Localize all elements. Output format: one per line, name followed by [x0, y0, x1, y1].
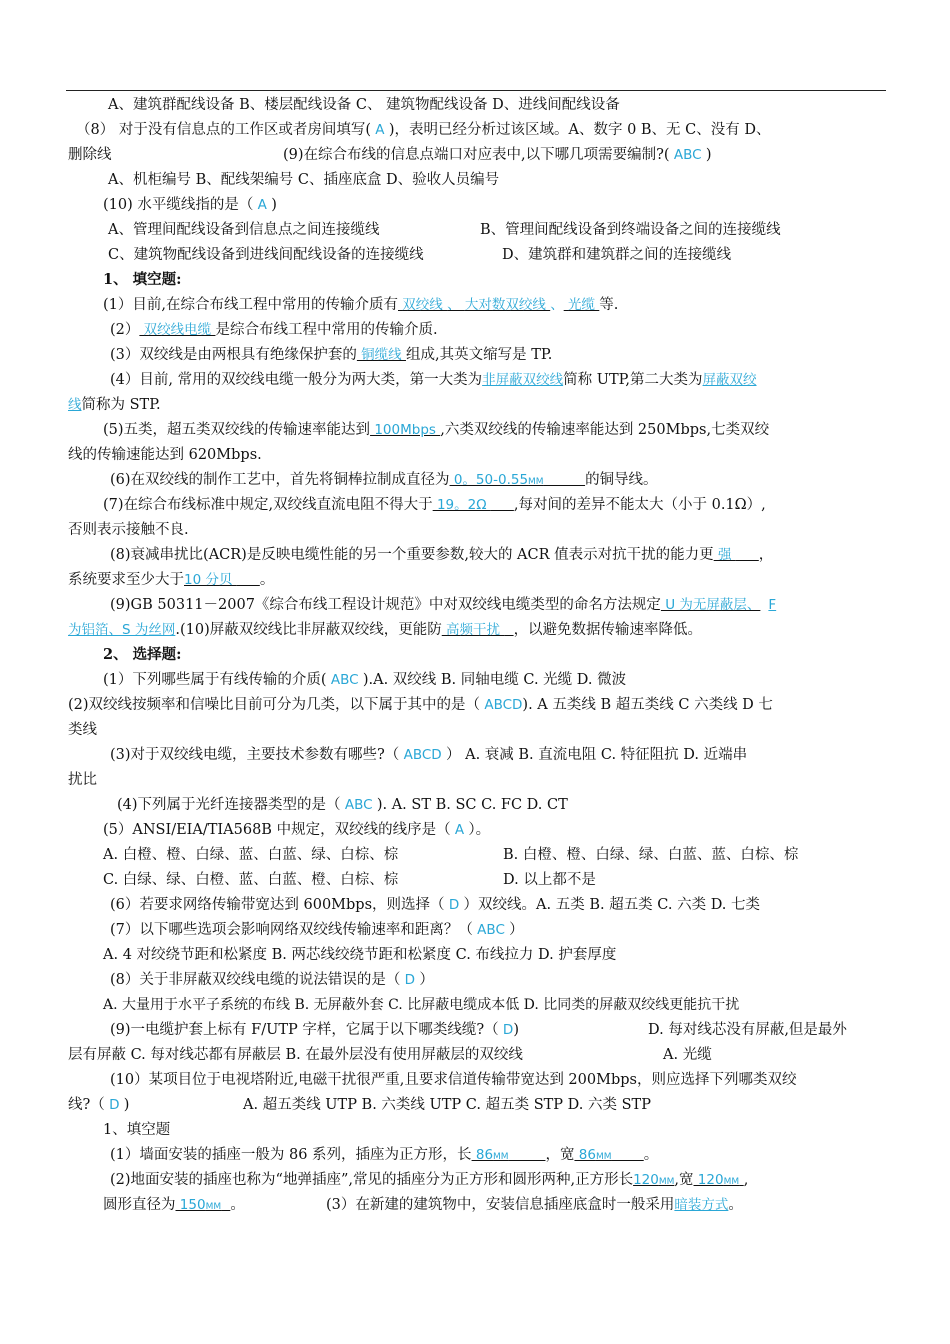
fill-6: (6)在双绞线的制作工艺中，首先将铜棒拉制成直径为 0。50-0.55MM 的铜导线。: [110, 472, 658, 488]
choice-2-cont: 类线: [68, 722, 97, 738]
choice-10-cont: 线?（ D ): [68, 1097, 130, 1113]
choice-10-options: A. 超五类线 UTP B. 六类线 UTP C. 超五类 STP D. 六类 STP: [243, 1097, 651, 1113]
choice-5-option-d: D. 以上都不是: [503, 872, 596, 888]
q8-answer: A: [371, 122, 389, 138]
header-rule: [66, 90, 886, 91]
fill-4: (4）目前, 常用的双绞线电缆一般分为两大类，第一大类为非屏蔽双绞线简称 UTP,第二大类为屏蔽双绞: [110, 372, 757, 388]
fill2-2: (2)地面安装的插座也称为“地弹插座”,常见的插座分为正方形和圆形两种,正方形长120MM,宽 120MM ,: [110, 1172, 749, 1188]
choice-8: (8）关于非屏蔽双绞线电缆的说法错误的是（ D ）: [110, 972, 434, 988]
fill2-1: (1）墙面安装的插座一般为 86 系列，插座为正方形，长 86MM ，宽 86MM 。: [110, 1147, 659, 1163]
choice-9: (9)一电缆护套上标有 F/UTP 字样，它属于以下哪类线缆?（ D): [110, 1022, 519, 1038]
fill-7: (7)在综合布线标准中规定,双绞线直流电阻不得大于 19。2Ω ,每对间的差异不能太大（小于 0.1Ω）,: [103, 497, 766, 513]
choice-7: (7）以下哪些选项会影响网络双绞线传输速率和距离？（ ABC ）: [110, 922, 524, 938]
q10-answer: A: [253, 197, 272, 213]
fill-9-cont: 为铝箔、S 为丝网.(10)屏蔽双绞线比非屏蔽双绞线，更能防 高频干扰 ，以避免数据传输速率降低。: [68, 622, 703, 638]
q8-q9-line: 删除线: [68, 147, 112, 163]
fill-8: (8)衰减串扰比(ACR)是反映电缆性能的另一个重要参数,较大的 ACR 值表示对抗干扰的能力更 强 ，: [110, 547, 774, 563]
choice-9-option-d: D. 每对线芯没有屏蔽,但是最外: [648, 1022, 847, 1038]
fill-4-cont: 线简称为 STP.: [68, 397, 161, 413]
choice-5-option-b: B. 白橙、橙、白绿、绿、白蓝、蓝、白棕、棕: [503, 847, 799, 863]
choice-9-cont: 层有屏蔽 C. 每对线芯都有屏蔽层 B. 在最外层没有使用屏蔽层的双绞线: [68, 1047, 523, 1063]
choice-3: (3)对于双绞线电缆，主要技术参数有哪些?（ ABCD ） A. 衰减 B. 直流电阻 C. 特征阻抗 D. 近端串: [110, 747, 748, 763]
choice-7-options: A. 4 对绞绕节距和松紧度 B. 两芯线绞绕节距和松紧度 C. 布线拉力 D. 护套厚度: [103, 947, 617, 963]
choice-5: (5）ANSI/EIA/TIA568B 中规定，双绞线的线序是（ A ）。: [103, 822, 491, 838]
q10-question: (10) 水平缆线指的是（ A ): [103, 197, 277, 213]
q10-option-b: B、管理间配线设备到终端设备之间的连接缆线: [480, 222, 781, 238]
q7-options: A、建筑群配线设备 B、楼层配线设备 C、 建筑物配线设备 D、进线间配线设备: [108, 97, 620, 113]
choice-8-options: A. 大量用于水平子系统的布线 B. 无屏蔽外套 C. 比屏蔽电缆成本低 D. 比同类的屏蔽双绞线更能抗干扰: [103, 997, 740, 1013]
choice-3-cont: 扰比: [68, 772, 97, 788]
fill-5-cont: 线的传输速能达到 620Mbps.: [68, 447, 262, 463]
section-heading-fill-blank-2: 1、填空题: [103, 1122, 171, 1138]
q9-answer: ABC: [669, 147, 706, 163]
fill-5: (5)五类，超五类双绞线的传输速率能达到 100Mbps ,六类双绞线的传输速率能达到 250Mbps,七类双绞: [103, 422, 770, 438]
choice-5-option-a: A. 白橙、橙、白绿、蓝、白蓝、绿、白棕、棕: [103, 847, 399, 863]
q10-option-d: D、建筑群和建筑群之间的连接缆线: [502, 247, 732, 263]
choice-10: (10）某项目位于电视塔附近,电磁干扰很严重,且要求信道传输带宽达到 200Mbps，则应选择下列哪类双绞: [110, 1072, 797, 1088]
choice-9-option-a: A. 光缆: [663, 1047, 712, 1063]
fill2-3: (3）在新建的建筑物中，安装信息插座底盒时一般采用暗装方式。: [326, 1197, 743, 1213]
fill-3: (3）双绞线是由两根具有绝缘保护套的 铜缆线 组成,其英文缩写是 TP.: [110, 347, 553, 363]
q10-option-c: C、建筑物配线设备到进线间配线设备的连接缆线: [108, 247, 424, 263]
fill-1: (1）目前,在综合布线工程中常用的传输介质有 双绞线 、 大对数双绞线 、 光缆 等.: [103, 297, 619, 313]
fill-9: (9)GB 50311－2007《综合布线工程设计规范》中对双绞线电缆类型的命名方法规定 U 为无屏蔽层、 F: [110, 597, 777, 613]
q9-options: A、机柜编号 B、配线架编号 C、插座底盒 D、验收人员编号: [108, 172, 500, 188]
q9-question: (9)在综合布线的信息点端口对应表中,以下哪几项需要编制?( ABC ): [283, 147, 712, 163]
fill-8-cont: 系统要求至少大于10 分贝 。: [68, 572, 275, 588]
choice-4: (4)下列属于光纤连接器类型的是（ ABC ). A. ST B. SC C. FC D. CT: [117, 797, 568, 813]
choice-5-option-c: C. 白绿、绿、白橙、蓝、白蓝、橙、白棕、棕: [103, 872, 399, 888]
choice-6: (6）若要求网络传输带宽达到 600Mbps，则选择（ D ）双绞线。A. 五类 B. 超五类 C. 六类 D. 七类: [110, 897, 761, 913]
fill2-2-cont: 圆形直径为 150MM 。: [103, 1197, 245, 1213]
q10-option-a: A、管理间配线设备到信息点之间连接缆线: [108, 222, 380, 238]
section-heading-choice: 2、 选择题:: [103, 646, 182, 663]
fill-7-cont: 否则表示接触不良.: [68, 522, 189, 538]
q8-question: （8） 对于没有信息点的工作区或者房间填写( A )，表明已经分析过该区域。A、数字 0 B、无 C、没有 D、: [76, 122, 771, 138]
fill-2: (2） 双绞线电缆 是综合布线工程中常用的传输介质.: [110, 322, 438, 338]
choice-2: (2)双绞线按频率和信噪比目前可分为几类，以下属于其中的是（ ABCD). A 五类线 B 超五类线 C 六类线 D 七: [68, 697, 773, 713]
choice-1: (1）下列哪些属于有线传输的介质( ABC ).A. 双绞线 B. 同轴电缆 C. 光缆 D. 微波: [103, 672, 627, 688]
section-heading-fill-blank: 1、 填空题:: [103, 271, 182, 288]
